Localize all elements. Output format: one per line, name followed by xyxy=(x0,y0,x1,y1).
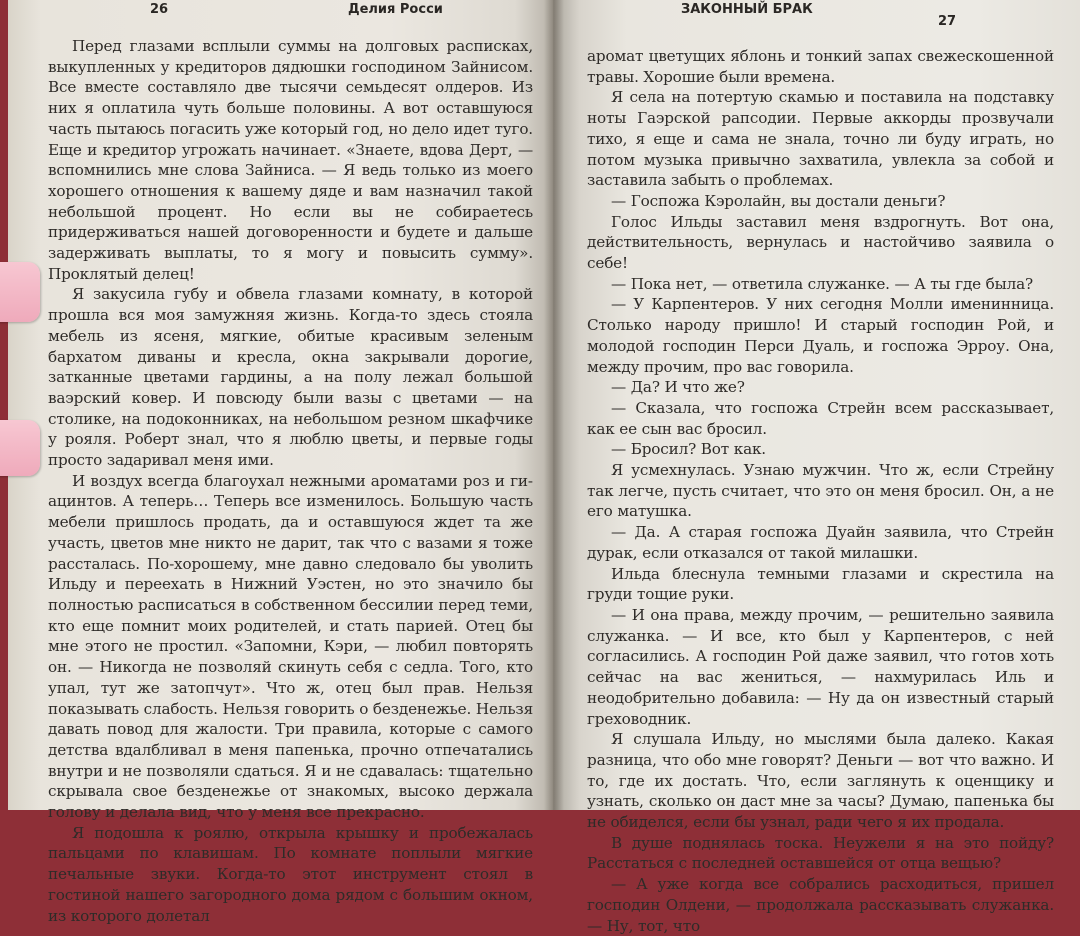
dialogue-line: — Да? И что же? xyxy=(611,378,745,397)
pink-bookmark-clip xyxy=(0,262,40,322)
paragraph: Я подошла к роялю, открыла крышку и пробежалась пальцами по клавишам. По комнате поплыли мягкие печальные звуки. Когда-то этот инструмент стоял в гостиной нашего загородного дома рядом с большим окном, из которого долетал xyxy=(48,823,533,925)
dialogue-line: — Пока нет, — ответила служанке. — А ты где была? xyxy=(611,274,1033,293)
paragraph: аромат цветущих яблонь и тонкий запах свежескошенной травы. Хорошие были времена. xyxy=(587,47,1054,86)
dialogue-line: — И она права, между прочим, — решительно заявила служанка. — И все, кто был у Карпентеров, с ней согласились. А господин Рой даже заявил, что готов хоть сейчас на вас жениться, — нахмурилась Иль и неодобрительно добавила: — Ну да он известный старый греховодник. xyxy=(587,605,1054,728)
left-running-title: Делия Росси xyxy=(348,2,443,17)
paragraph: Я села на потертую скамью и поставила на подставку ноты Гаэрской рапсодии. Первые аккорды прозвучали тихо, я еще и сама не знала, точно ли буду играть, но потом музыка привычно захватила, увлекла за собой и заставила забыть о проблемах. xyxy=(587,88,1054,190)
right-page xyxy=(553,0,1080,935)
paragraph: Перед глазами всплыли суммы на долговых расписках, выкупленных у кредиторов дядюшки господином Зайнисом. Все вместе составляло две тысячи семьдесят олдеров. Из них я оплатила чуть больше половины. А вот оставшуюся часть пытаюсь погасить уже который год, но дело идет туго. Еще и кредитор угрожать начинает. «Знаете, вдова Дерт, — вспомнились мне слова Зайниса. — Я ведь только из моего хорошего отношения к вашему дяде и вам назначил такой небольшой процент. Но если вы не собираетесь придерживаться нашей договоренности и будете и дальше задерживать выплаты, то я могу и повысить сумму». Проклятый делец! xyxy=(48,37,533,283)
dialogue-line: — Сказала, что госпожа Стрейн всем рассказывает, как ее сын вас бросил. xyxy=(587,398,1054,438)
paragraph: Я усмехнулась. Узнаю мужчин. Что ж, если Стрейну так легче, пусть считает, что это он меня бросил. Он, а не его матушка. xyxy=(587,461,1054,521)
left-page-number: 26 xyxy=(150,2,169,17)
left-page-text xyxy=(48,36,533,926)
dialogue-line: — Госпожа Кэролайн, вы достали деньги? xyxy=(611,191,946,210)
pink-bookmark-clip xyxy=(0,420,40,476)
paragraph: Ильда блеснула темными глазами и скрестила на груди тощие руки. xyxy=(587,564,1054,604)
dialogue-line: — А уже когда все собрались расходиться, пришел господин Олдени, — продолжала рассказывать служанка. — Ну, тот, что xyxy=(587,875,1054,935)
right-running-title: ЗАКОННЫЙ БРАК xyxy=(681,2,813,17)
dialogue-line: — У Карпентеров. У них сегодня Молли именинница. Столько народу пришло! И старый господин Рой, и молодой господин Перси Дуаль, и госпожа Эрроу. Она, между прочим, про вас говорила. xyxy=(587,295,1054,376)
paragraph: Я слушала Ильду, но мыслями была далеко. Какая разница, что обо мне говорят? Деньги — вот что важно. И то, где их достать. Что, если заглянуть к оценщику и узнать, сколько он даст мне за часы? Думаю, папенька бы не обиделся, если бы узнал, ради чего я их продала. xyxy=(587,730,1054,832)
paragraph: Голос Ильды заставил меня вздрогнуть. Вот она, действительность, вернулась и настойчиво заявила о себе! xyxy=(587,212,1054,273)
right-page-text xyxy=(587,46,1054,936)
paragraph: В душе поднялась тоска. Неужели я на это пойду? Расстаться с последней оставшейся от отца вещью? xyxy=(587,833,1054,873)
open-book xyxy=(8,0,1080,935)
paragraph: И воздух всегда благоухал нежными ароматами роз и гиацинтов. А теперь… Теперь все изменилось. Большую часть мебели пришлось продать, да и оставшуюся ждет та же участь, цветов мне никто не дарит, так что с вазами я тоже рассталась. По-хорошему, мне давно следовало бы уволить Ильду и переехать в Нижний Уэстен, но это значило бы полностью расписаться в собственном бессилии перед теми, кто еще помнит моих родителей, и стать парией. Отец бы мне этого не простил. «Запомни, Кэри, — любил повторять он. — Никогда не позволяй скинуть себя с седла. Того, кто упал, тут же затопчут». Что ж, отец был прав. Нельзя показывать слабость. Нельзя говорить о безденежье. Нельзя давать повод для жалости. Три правила, которые с самого детства вдалбливал в меня папенька, прочно отпечатались внутри и не позволяли сдаться. Я и не сдавалась: тщательно скрывала свое безденежье от знакомых, высоко держала голову и делала вид, что у меня все прекрасно. xyxy=(48,471,533,822)
dialogue-line: — Да. А старая госпожа Дуайн заявила, что Стрейн дурак, если отказался от такой милашки. xyxy=(587,523,1054,562)
book-gutter-shadow xyxy=(544,0,564,810)
dialogue-line: — Бросил? Вот как. xyxy=(611,440,766,459)
paragraph: Я закусила губу и обвела глазами комнату, в которой прошла вся моя замужняя жизнь. Когда-то здесь стояла мебель из ясеня, мягкие, обитые красивым зеленым бархатом диваны и кресла, окна закрывали дорогие, затканные цветами гардины, а на полу лежал большой ваэрский ковер. И повсюду были вазы с цветами — на столике, на подоконниках, на небольшом резном шкафчике у рояля. Роберт знал, что я люблю цветы, и первые годы просто задаривал меня ими. xyxy=(48,285,533,470)
right-page-number: 27 xyxy=(938,14,957,29)
left-page xyxy=(8,0,553,925)
